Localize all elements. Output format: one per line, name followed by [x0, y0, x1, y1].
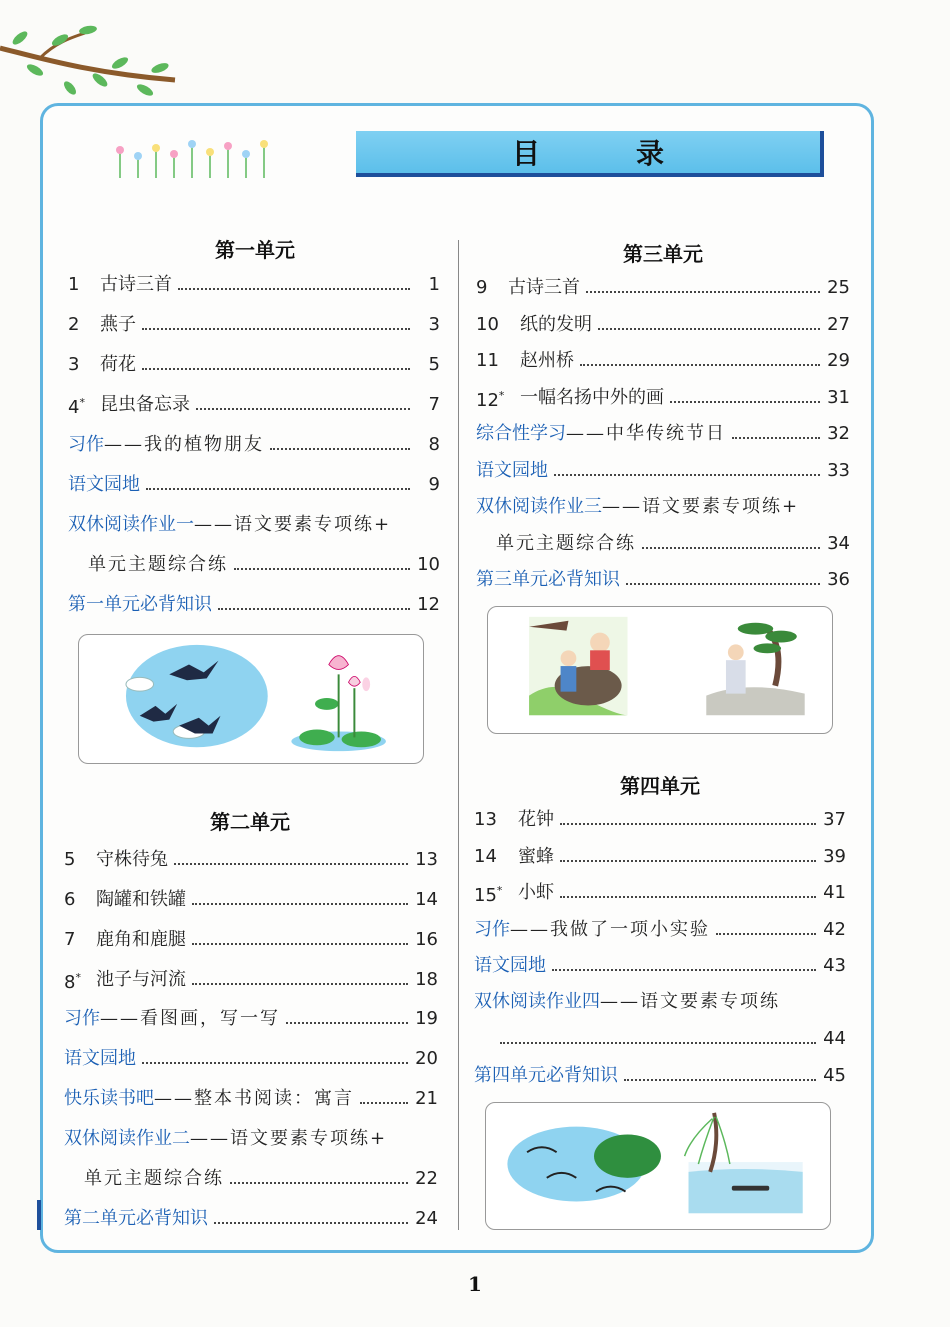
- dot-leader: [552, 969, 816, 971]
- toc-entry[interactable]: [474, 1062, 846, 1090]
- dot-leader: [598, 328, 820, 330]
- dot-leader: [500, 1042, 816, 1044]
- entry-title: 池子与河流: [96, 969, 186, 990]
- dot-leader: [286, 1022, 408, 1024]
- entry-number: 7: [64, 929, 76, 950]
- entry-page-number: 22: [415, 1168, 438, 1189]
- dot-leader: [580, 364, 820, 366]
- entry-title: 赵州桥: [520, 350, 574, 371]
- entry-title: 古诗三首: [100, 274, 172, 295]
- toc-entry[interactable]: [476, 311, 850, 339]
- entry-title: 第四单元必背知识: [474, 1065, 618, 1086]
- ox-rider-and-bridge-illustration: [488, 607, 832, 733]
- entry-title: 花钟: [518, 809, 554, 830]
- entry-page-number: 25: [827, 277, 850, 298]
- dot-leader: [732, 437, 820, 439]
- toc-entry[interactable]: [476, 347, 850, 375]
- entry-title: 语文园地: [474, 955, 546, 976]
- dot-leader: [196, 408, 410, 410]
- entry-subtitle: ——我的植物朋友: [104, 434, 264, 455]
- toc-entry[interactable]: [68, 351, 440, 379]
- entry-number: 10: [476, 314, 499, 335]
- toc-entry[interactable]: [476, 274, 850, 302]
- dot-leader: [624, 1079, 816, 1081]
- entry-subtitle: ——语文要素专项练: [600, 991, 780, 1012]
- entry-title: 语文园地: [64, 1048, 136, 1069]
- toc-entry[interactable]: [68, 391, 440, 419]
- entry-number: 2: [68, 314, 80, 335]
- dot-leader: [214, 1222, 408, 1224]
- entry-page-number: 36: [827, 569, 850, 590]
- entry-title: 第三单元必背知识: [476, 569, 620, 590]
- entry-page-number: 34: [827, 533, 850, 554]
- entry-title: 第一单元必背知识: [68, 594, 212, 615]
- entry-title: 单元主题综合练: [88, 554, 228, 575]
- entry-title: 单元主题综合练: [84, 1168, 224, 1189]
- dot-leader: [192, 943, 408, 945]
- dot-leader: [174, 863, 408, 865]
- dot-leader: [178, 288, 410, 290]
- column-divider: [458, 240, 459, 1230]
- toc-entry[interactable]: [474, 879, 846, 907]
- toc-entry[interactable]: [68, 471, 440, 499]
- toc-entry[interactable]: [476, 420, 850, 448]
- unit-4-heading: 第四单元: [620, 774, 700, 798]
- entry-number: 9: [476, 277, 488, 298]
- entry-page-number: 12: [417, 594, 440, 615]
- toc-entry[interactable]: [64, 1205, 438, 1233]
- toc-entry[interactable]: [474, 916, 846, 944]
- unit-4-illustration: [485, 1102, 831, 1230]
- entry-title: 习作——我做了一项小实验: [474, 919, 710, 940]
- dot-leader: [560, 896, 816, 898]
- toc-title: 目 录: [511, 137, 698, 170]
- unit-2-heading: 第二单元: [210, 810, 290, 834]
- toc-entry[interactable]: [476, 566, 850, 594]
- entry-page-number: 19: [415, 1008, 438, 1029]
- entry-page-number: 5: [428, 354, 440, 375]
- entry-page-number: 24: [415, 1208, 438, 1229]
- toc-entry[interactable]: [64, 1045, 438, 1073]
- toc-entry[interactable]: [476, 384, 850, 412]
- entry-subtitle: ——看图画，写一写: [100, 1008, 280, 1029]
- shrimp-and-willow-illustration: [486, 1103, 830, 1229]
- toc-entry[interactable]: [494, 1025, 846, 1053]
- toc-entry[interactable]: [64, 1005, 438, 1033]
- entry-subtitle: ——语文要素专项练+: [602, 496, 800, 517]
- toc-entry[interactable]: [64, 886, 438, 914]
- dot-leader: [192, 983, 408, 985]
- tree-branch-decoration: [0, 18, 190, 98]
- entry-title: 语文园地: [68, 474, 140, 495]
- entry-page-number: 21: [415, 1088, 438, 1109]
- entry-page-number: 16: [415, 929, 438, 950]
- entry-title: 双休阅读作业三——语文要素专项练+: [476, 496, 800, 517]
- dot-leader: [642, 547, 820, 549]
- entry-number: 1: [68, 274, 80, 295]
- entry-number: 14: [474, 846, 497, 867]
- entry-number: 3: [68, 354, 80, 375]
- toc-entry[interactable]: [474, 806, 846, 834]
- toc-entry[interactable]: [68, 591, 440, 619]
- entry-title: 第二单元必背知识: [64, 1208, 208, 1229]
- entry-title: 燕子: [100, 314, 136, 335]
- entry-title: 习作——看图画，写一写: [64, 1008, 280, 1029]
- unit-3-heading: 第三单元: [623, 242, 703, 266]
- entry-title: 单元主题综合练: [496, 533, 636, 554]
- entry-page-number: 42: [823, 919, 846, 940]
- entry-title: 一幅名扬中外的画: [520, 387, 664, 408]
- entry-page-number: 27: [827, 314, 850, 335]
- dot-leader: [560, 860, 816, 862]
- entry-title: 双休阅读作业一——语文要素专项练+: [68, 514, 392, 535]
- entry-title: 古诗三首: [508, 277, 580, 298]
- toc-entry[interactable]: [68, 311, 440, 339]
- entry-page-number: 1: [428, 274, 440, 295]
- entry-page-number: 29: [827, 350, 850, 371]
- entry-page-number: 39: [823, 846, 846, 867]
- entry-title: 纸的发明: [520, 314, 592, 335]
- entry-title: 守株待兔: [96, 849, 168, 870]
- dot-leader: [270, 448, 410, 450]
- entry-page-number: 37: [823, 809, 846, 830]
- entry-title: 蜜蜂: [518, 846, 554, 867]
- dot-leader: [142, 1062, 408, 1064]
- dot-leader: [230, 1182, 408, 1184]
- entry-page-number: 10: [417, 554, 440, 575]
- entry-title: 习作——我的植物朋友: [68, 434, 264, 455]
- entry-title: 快乐读书吧——整本书阅读：寓言: [64, 1088, 354, 1109]
- entry-page-number: 18: [415, 969, 438, 990]
- dot-leader: [360, 1102, 408, 1104]
- dot-leader: [234, 568, 410, 570]
- dot-leader: [626, 583, 820, 585]
- entry-subtitle: ——整本书阅读：寓言: [154, 1088, 354, 1109]
- entry-number: 5: [64, 849, 76, 870]
- toc-entry[interactable]: [476, 457, 850, 485]
- entry-number: 12*: [476, 388, 505, 411]
- entry-page-number: 7: [428, 394, 440, 415]
- dot-leader: [586, 291, 820, 293]
- entry-page-number: 45: [823, 1065, 846, 1086]
- entry-number: 11: [476, 350, 499, 371]
- toc-entry[interactable]: [68, 431, 440, 459]
- unit-1-illustration: [78, 634, 424, 764]
- entry-page-number: 8: [428, 434, 440, 455]
- entry-title: 小虾: [518, 882, 554, 903]
- toc-entry[interactable]: [474, 952, 846, 980]
- dot-leader: [716, 933, 816, 935]
- entry-title: 双休阅读作业二——语文要素专项练+: [64, 1128, 388, 1149]
- toc-entry[interactable]: [68, 511, 440, 539]
- entry-page-number: 43: [823, 955, 846, 976]
- entry-page-number: 31: [827, 387, 850, 408]
- toc-title-banner: [356, 131, 824, 177]
- entry-subtitle: ——语文要素专项练+: [194, 514, 392, 535]
- swallows-and-lotus-illustration: [79, 635, 423, 763]
- toc-entry[interactable]: [64, 966, 438, 994]
- toc-entry[interactable]: [64, 1085, 438, 1113]
- flowers-decoration: [110, 138, 282, 182]
- left-accent-bar: [37, 1200, 41, 1230]
- toc-entry[interactable]: [68, 271, 440, 299]
- entry-page-number: 9: [428, 474, 440, 495]
- toc-entry[interactable]: [88, 551, 440, 579]
- toc-entry[interactable]: [474, 988, 846, 1016]
- toc-entry[interactable]: [474, 843, 846, 871]
- unit-1-heading: 第一单元: [215, 238, 295, 262]
- entry-page-number: 20: [415, 1048, 438, 1069]
- entry-page-number: 14: [415, 889, 438, 910]
- entry-number: 6: [64, 889, 76, 910]
- entry-number: 15*: [474, 883, 503, 906]
- unit-3-illustration: [487, 606, 833, 734]
- entry-number: 8*: [64, 970, 81, 993]
- dot-leader: [142, 368, 410, 370]
- dot-leader: [560, 823, 816, 825]
- entry-title: 语文园地: [476, 460, 548, 481]
- dot-leader: [192, 903, 408, 905]
- toc-entry[interactable]: [64, 846, 438, 874]
- dot-leader: [670, 401, 820, 403]
- toc-entry[interactable]: [84, 1165, 438, 1193]
- page-number: 1: [468, 1272, 482, 1296]
- entry-page-number: 3: [428, 314, 440, 335]
- entry-page-number: 41: [823, 882, 846, 903]
- entry-subtitle: ——我做了一项小实验: [510, 919, 710, 940]
- entry-page-number: 32: [827, 423, 850, 444]
- entry-title: 陶罐和铁罐: [96, 889, 186, 910]
- entry-page-number: 13: [415, 849, 438, 870]
- entry-page-number: 33: [827, 460, 850, 481]
- entry-title: 昆虫备忘录: [100, 394, 190, 415]
- dot-leader: [142, 328, 410, 330]
- toc-entry[interactable]: [476, 493, 850, 521]
- entry-number: 4*: [68, 395, 85, 418]
- dot-leader: [146, 488, 410, 490]
- toc-entry[interactable]: [496, 530, 850, 558]
- entry-subtitle: ——语文要素专项练+: [190, 1128, 388, 1149]
- entry-number: 13: [474, 809, 497, 830]
- entry-title: 双休阅读作业四——语文要素专项练: [474, 991, 780, 1012]
- toc-entry[interactable]: [64, 1125, 438, 1153]
- entry-subtitle: ——中华传统节日: [566, 423, 726, 444]
- entry-title: 荷花: [100, 354, 136, 375]
- toc-entry[interactable]: [64, 926, 438, 954]
- entry-page-number: 44: [823, 1028, 846, 1049]
- dot-leader: [218, 608, 410, 610]
- entry-title: 综合性学习——中华传统节日: [476, 423, 726, 444]
- entry-title: 鹿角和鹿腿: [96, 929, 186, 950]
- dot-leader: [554, 474, 820, 476]
